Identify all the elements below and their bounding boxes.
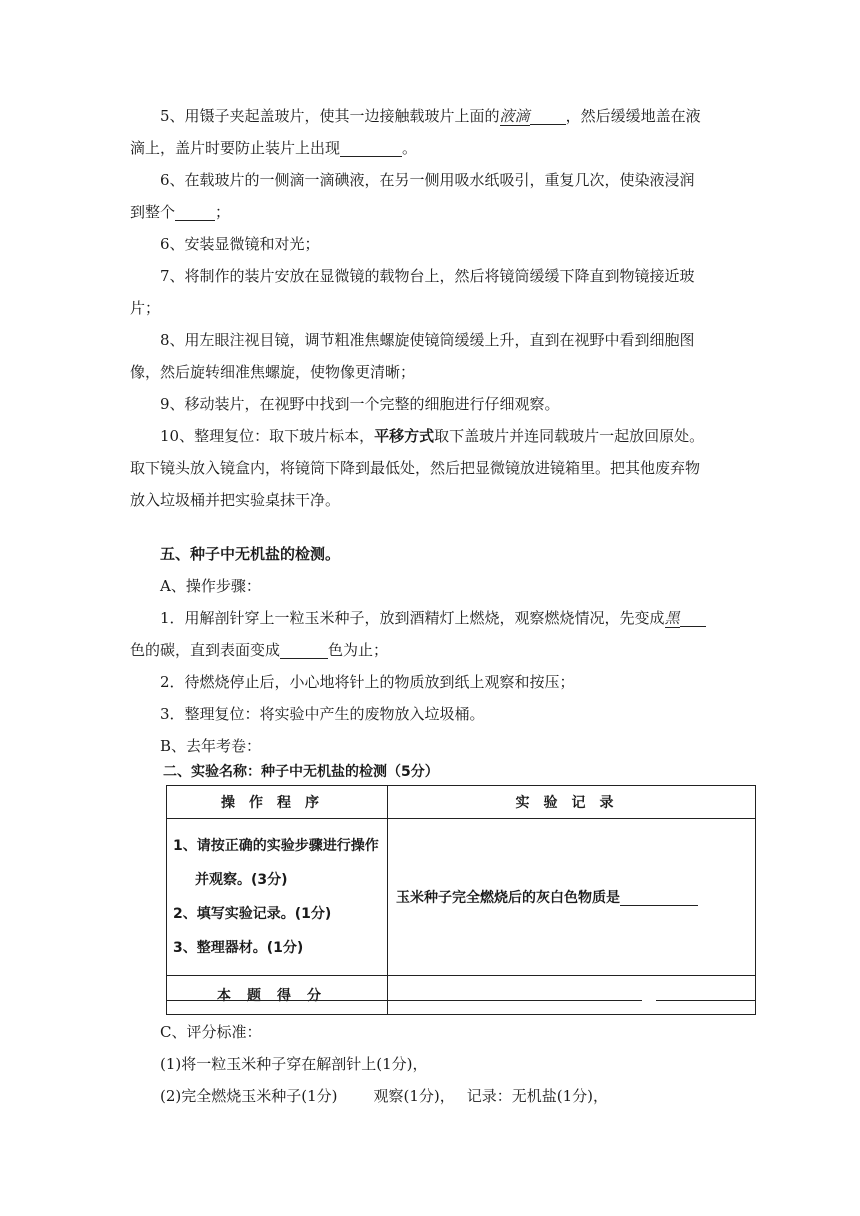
seed-step1-line2-end: 色为止； — [328, 641, 389, 659]
step9: 9、移动装片，在视野中找到一个完整的细胞进行仔细观察。 — [160, 395, 560, 413]
step7-line1: 7、将制作的装片安放在显微镜的载物台上，然后将镜筒缓缓下降直到物镜接近玻 — [160, 267, 695, 285]
step5-text: 5、用镊子夹起盖玻片，使其一边接触载玻片上面的 — [160, 107, 500, 125]
seed-step1-line2-text: 色的碳，直到表面变成 — [130, 641, 281, 659]
seed-step1-line2 — [130, 634, 742, 666]
step6a-line2 — [130, 196, 742, 228]
step6a-blank — [175, 204, 215, 221]
step5-line1 — [130, 100, 742, 132]
scanned-exam-title: 二、实验名称：种子中无机盐的检测（5分） — [163, 764, 439, 780]
seed-step1-blank-2 — [280, 642, 328, 659]
step10-text-cont: 取下盖玻片并连同载玻片一起放回原处。 — [434, 427, 705, 445]
seed-step1-blank-1 — [680, 610, 706, 627]
record-blank — [620, 889, 698, 906]
step10-line2: 取下镜头放入镜盒内，将镜筒下降到最低处，然后把显微镜放进镜箱里。把其他废弃物 — [130, 459, 701, 477]
criteria-2-part-a: (2)完全燃烧玉米种子(1分) — [160, 1087, 338, 1105]
seed-step3: 3．整理复位：将实验中产生的废物放入垃圾桶。 — [160, 705, 485, 723]
step6b: 6、安装显微镜和对光； — [160, 235, 320, 253]
step5-line2-text: 滴上，盖片时要防止装片上出现 — [130, 139, 341, 157]
step6a-line1: 6、在载玻片的一侧滴一滴碘液，在另一侧用吸水纸吸引，重复几次，使染液浸润 — [160, 171, 695, 189]
record-question: 玉米种子完全燃烧后的灰白色物质是 — [396, 890, 620, 906]
score-value-cell — [388, 976, 756, 1015]
step10-line3: 放入垃圾桶并把实验桌抹干净。 — [130, 491, 341, 509]
table-row — [167, 819, 756, 976]
header-operation-procedure: 操作程序 — [167, 786, 388, 819]
record-cell — [388, 819, 756, 976]
criteria-2-part-b: 观察(1分)， — [373, 1087, 455, 1105]
step5-blank-1 — [530, 108, 566, 125]
section-b-label: B、去年考卷： — [160, 737, 262, 755]
step6a-line2-end: ； — [215, 203, 231, 221]
step5-text-cont: ，然后缓缓地盖在液 — [565, 107, 701, 125]
criteria-2 — [130, 1080, 742, 1112]
step5-handwritten-answer: 液滴 — [499, 107, 530, 125]
header-experiment-record: 实验记录 — [388, 786, 756, 819]
step5-blank-2 — [340, 140, 402, 157]
section-c-label: C、评分标准： — [160, 1023, 262, 1041]
step5-line2 — [130, 132, 742, 164]
scan-bottom-line-segment — [656, 1000, 756, 1001]
step8-line2: 像，然后旋转细准焦螺旋，使物像更清晰； — [130, 363, 416, 381]
procedure-step-3: 3、整理器材。(1分) — [173, 940, 304, 956]
procedure-steps-cell — [167, 819, 388, 976]
seed-step1-text: 1．用解剖针穿上一粒玉米种子，放到酒精灯上燃烧，观察燃烧情况，先变成 — [160, 609, 665, 627]
seed-step2: 2．待燃烧停止后，小心地将针上的物质放到纸上观察和按压； — [160, 673, 575, 691]
scan-bottom-line — [166, 1000, 642, 1001]
seed-step1-line1 — [130, 602, 742, 634]
seed-step1-handwritten-answer: 黑 — [664, 609, 680, 627]
criteria-2-part-c: 记录：无机盐(1分)， — [466, 1087, 608, 1105]
criteria-1: (1)将一粒玉米种子穿在解剖针上(1分)， — [160, 1055, 428, 1073]
score-label-cell: 本题得分 — [167, 976, 388, 1015]
section-a-label: A、操作步骤： — [160, 577, 261, 595]
procedure-step-1-cont: 并观察。(3分) — [195, 872, 288, 888]
step6a-line2-text: 到整个 — [130, 203, 176, 221]
step5-line2-end: 。 — [402, 139, 418, 157]
scanned-exam-table — [166, 785, 756, 1015]
table-header-row — [167, 786, 756, 819]
section-five-title: 五、种子中无机盐的检测。 — [160, 545, 341, 563]
step8-line1: 8、用左眼注视目镜，调节粗准焦螺旋使镜筒缓缓上升，直到在视野中看到细胞图 — [160, 331, 695, 349]
step10-bold-term: 平移方式 — [374, 427, 435, 445]
table-row — [167, 976, 756, 1015]
procedure-step-2: 2、填写实验记录。(1分) — [173, 906, 332, 922]
procedure-step-1: 1、请按正确的实验步骤进行操作 — [173, 838, 379, 854]
step10-text: 10、整理复位：取下玻片标本， — [160, 427, 375, 445]
step7-line2: 片； — [130, 299, 161, 317]
step10-line1 — [130, 420, 742, 452]
